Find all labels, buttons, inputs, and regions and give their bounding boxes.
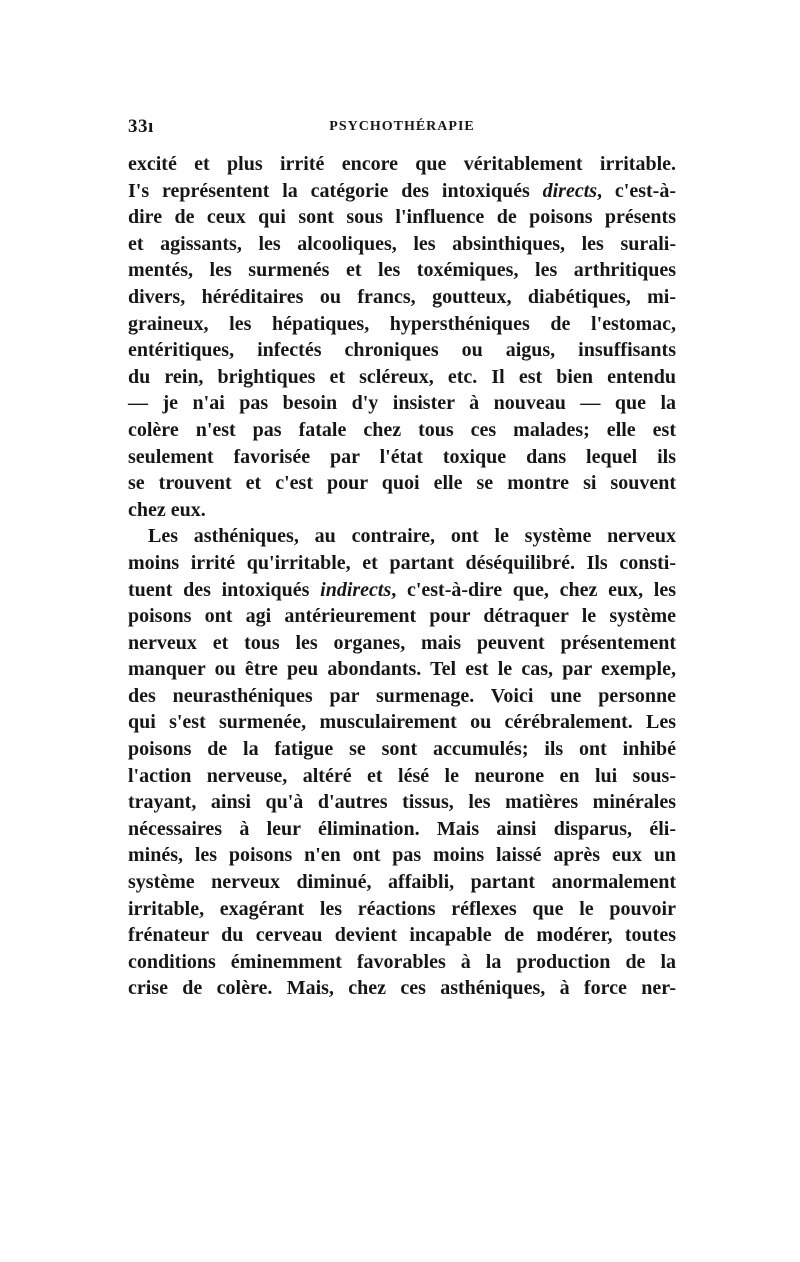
text-line: conditions éminemment favorables à la production de la xyxy=(128,950,676,973)
italic-term: directs xyxy=(542,179,598,202)
text-line: des neurasthéniques par surmenage. Voici une personne xyxy=(128,684,676,707)
text-line: qui s'est surmenée, musculairement ou cérébralement. Les xyxy=(128,711,676,734)
text-line: seulement favorisée par l'état toxique dans lequel ils xyxy=(128,445,676,468)
text-line: irritable, exagérant les réactions réflexes que le pouvoir xyxy=(128,897,676,920)
text-line: crise de colère. Mais, chez ces asthéniques, à force ner- xyxy=(128,977,676,1000)
text-line: divers, héréditaires ou francs, goutteux, diabétiques, mi- xyxy=(128,285,676,308)
text-line: colère n'est pas fatale chez tous ces malades; elle est xyxy=(128,418,676,441)
italic-term: indirects xyxy=(320,578,392,601)
text-line: poisons de la fatigue se sont accumulés; ils ont inhibé xyxy=(128,738,676,761)
text-line: manquer ou être peu abondants. Tel est le cas, par exemple, xyxy=(128,658,676,681)
text-line: et agissants, les alcooliques, les absinthiques, les surali- xyxy=(128,232,676,255)
text-line: se trouvent et c'est pour quoi elle se montre si souvent xyxy=(128,472,676,495)
text-line: frénateur du cerveau devient incapable de modérer, toutes xyxy=(128,924,676,947)
text-line: chez eux. xyxy=(128,498,206,521)
text-line: Les asthéniques, au contraire, ont le système nerveux xyxy=(148,525,676,548)
text-line: nerveux et tous les organes, mais peuvent présentement xyxy=(128,631,676,654)
text-line xyxy=(128,178,676,205)
text-line: poisons ont agi antérieurement pour détraquer le système xyxy=(128,605,676,628)
text-line: entéritiques, infectés chroniques ou aigus, insuffisants xyxy=(128,339,676,362)
running-head xyxy=(128,116,676,140)
text-line: minés, les poisons n'en ont pas moins laissé après eux un xyxy=(128,844,676,867)
text-segment: tuent des intoxiqués xyxy=(128,578,321,601)
text-segment: I's représentent la catégorie des intoxiqués xyxy=(128,179,543,202)
text-line: l'action nerveuse, altéré et lésé le neurone en lui sous- xyxy=(128,764,676,787)
text-line xyxy=(128,577,676,604)
text-line: excité et plus irrité encore que véritablement irritable. xyxy=(128,153,676,175)
text-line: nécessaires à leur élimination. Mais ainsi disparus, éli- xyxy=(128,817,676,840)
running-title: PSYCHOTHÉRAPIE xyxy=(329,119,475,134)
text-segment: , c'est-à- xyxy=(597,179,676,202)
body-text xyxy=(128,151,676,1002)
text-segment: , c'est-à-dire que, chez eux, les xyxy=(391,578,677,601)
text-line: mentés, les surmenés et les toxémiques, les arthritiques xyxy=(128,259,676,282)
page-number: 33ı xyxy=(128,116,154,137)
text-line: du rein, brightiques et scléreux, etc. Il est bien entendu xyxy=(128,365,676,388)
text-line: système nerveux diminué, affaibli, partant anormalement xyxy=(128,871,676,894)
text-line: dire de ceux qui sont sous l'influence de poisons présents xyxy=(128,206,676,229)
text-line: graineux, les hépatiques, hypersthéniques de l'estomac, xyxy=(128,312,676,335)
text-line: — je n'ai pas besoin d'y insister à nouveau — que la xyxy=(128,392,676,415)
text-line: moins irrité qu'irritable, et partant déséquilibré. Ils consti- xyxy=(128,551,676,574)
text-line: trayant, ainsi qu'à d'autres tissus, les matières minérales xyxy=(128,791,676,814)
